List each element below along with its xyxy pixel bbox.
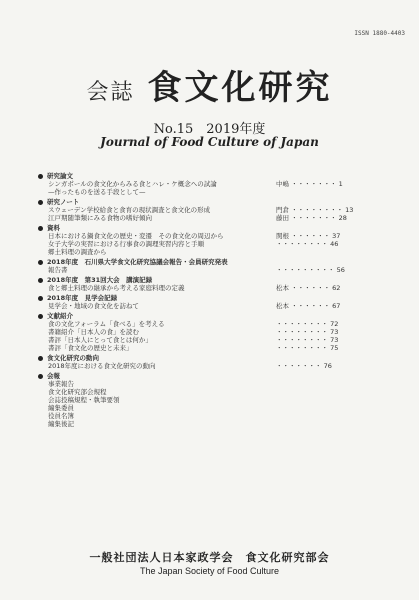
- bullet-icon: [38, 226, 43, 231]
- toc-section-label: 文献紹介: [38, 312, 388, 320]
- toc-section: [38, 258, 388, 274]
- toc-entry-title: 編集委員: [48, 404, 74, 412]
- toc-entry-author-page: ・・・・・・・・ 75: [276, 344, 339, 352]
- bullet-icon: [38, 314, 43, 319]
- toc-entry-author-page: ・・・・・・・・・ 56: [276, 266, 345, 274]
- toc-section: [38, 312, 388, 352]
- toc-entry: [38, 284, 388, 292]
- toc-entry-title: 江戸期随筆類にみる食物の嗜好傾向: [48, 214, 152, 222]
- bullet-icon: [38, 356, 43, 361]
- bullet-icon: [38, 200, 43, 205]
- journal-title-block: [0, 60, 419, 109]
- toc-entry: [38, 396, 388, 404]
- toc-entry: [38, 404, 388, 412]
- toc-entry-title: 2018年度における食文化研究の動向: [48, 362, 156, 370]
- toc-section-label: 研究ノート: [38, 198, 388, 206]
- toc-entry-title: 編集後記: [48, 420, 74, 428]
- table-of-contents: [38, 170, 388, 428]
- toc-entry: [38, 232, 388, 240]
- toc-entry: [38, 248, 388, 256]
- toc-entry-title: 食の文化フォーラム「食べる」を考える: [48, 320, 165, 328]
- toc-entry-author-page: 松本 ・・・・・・ 67: [276, 302, 341, 310]
- toc-entry-title: スウェーデン学校給食と食育の現状調査と食文化の形成: [48, 206, 211, 214]
- toc-entry: [38, 214, 388, 222]
- toc-entry-title: シンガポールの食文化からみる食とハレ・ケ概念への試論: [48, 180, 217, 188]
- toc-entry-title: 食と郷土料理の継承から考える家庭料理の定義: [48, 284, 185, 292]
- toc-entry: [38, 180, 388, 188]
- toc-entry: [38, 412, 388, 420]
- bullet-icon: [38, 296, 43, 301]
- toc-section-label: 資料: [38, 224, 388, 232]
- toc-section: [38, 276, 388, 292]
- toc-entry-title: 女子大学の実習における行事食の調理実習内容と手順: [48, 240, 204, 248]
- toc-section-label: 2018年度 第31回大会 講演記録: [38, 276, 388, 284]
- toc-entry: [38, 302, 388, 310]
- toc-section: [38, 224, 388, 256]
- toc-section-label: 研究論文: [38, 172, 388, 180]
- toc-entry-author-page: 藤田 ・・・・・・・ 28: [276, 214, 347, 222]
- toc-entry: [38, 336, 388, 344]
- toc-entry-title: 書評「食文化の歴史と未来」: [48, 344, 133, 352]
- toc-entry-author-page: ・・・・・・・・ 72: [276, 320, 339, 328]
- toc-entry-title: 会誌投稿規程・執筆要領: [48, 396, 120, 404]
- toc-entry-title: 役員名簿: [48, 412, 74, 420]
- toc-entry: [38, 388, 388, 396]
- toc-section-label: 2018年度 石川県大学食文化研究協議会報告・会員研究発表: [38, 258, 388, 266]
- publisher-name: 一般社団法人日本家政学会 食文化研究部会: [89, 551, 330, 564]
- journal-title: 食文化研究: [147, 68, 333, 108]
- toc-entry: [38, 344, 388, 352]
- toc-entry-title: 見学会・地域の食文化を訪ねて: [48, 302, 139, 310]
- toc-section: [38, 354, 388, 370]
- toc-entry-title: 日本における鍋食文化の歴史・変遷 その食文化の周辺から: [48, 232, 224, 240]
- toc-entry-author-page: 中嶋 ・・・・・・・ 1: [276, 180, 343, 188]
- toc-entry: [38, 206, 388, 214]
- toc-entry-title: —作ったものを送る手段として—: [48, 188, 146, 196]
- toc-entry: [38, 420, 388, 428]
- toc-section: [38, 198, 388, 222]
- bullet-icon: [38, 260, 43, 265]
- toc-entry-author-page: ・・・・・・・・ 73: [276, 336, 339, 344]
- bullet-icon: [38, 174, 43, 179]
- toc-section: [38, 372, 388, 428]
- toc-entry-title: 報告書: [48, 266, 68, 274]
- toc-entry-author-page: ・・・・・・・・ 73: [276, 328, 339, 336]
- toc-entry: [38, 266, 388, 274]
- toc-section-label: 食文化研究の動向: [38, 354, 388, 362]
- toc-section-label: 2018年度 見学会記録: [38, 294, 388, 302]
- toc-entry-author-page: 関根 ・・・・・・ 37: [276, 232, 341, 240]
- toc-entry: [38, 320, 388, 328]
- toc-entry-title: 書評「日本人にとって食とは何か」: [48, 336, 152, 344]
- toc-section: [38, 294, 388, 310]
- bullet-icon: [38, 374, 43, 379]
- toc-entry: [38, 328, 388, 336]
- kaishi-label: 会誌: [86, 80, 135, 105]
- issue-number: No.15 2019年度: [153, 122, 266, 137]
- toc-entry-title: 郷土料理の調査から: [48, 248, 107, 256]
- toc-entry-author-page: ・・・・・・・・ 46: [276, 240, 339, 248]
- toc-entry: [38, 380, 388, 388]
- toc-entry: [38, 362, 388, 370]
- issn-number: ISSN 1880-4403: [354, 30, 405, 37]
- toc-entry-author-page: ・・・・・・・ 76: [276, 362, 332, 370]
- toc-entry-author-page: 松本 ・・・・・・ 62: [276, 284, 341, 292]
- toc-entry-title: 食文化研究部会規程: [48, 388, 107, 396]
- bullet-icon: [38, 278, 43, 283]
- toc-entry: [38, 188, 388, 196]
- toc-section: [38, 172, 388, 196]
- toc-entry-author-page: 門倉 ・・・・・・・・ 13: [276, 206, 354, 214]
- journal-english-title: Journal of Food Culture of Japan: [100, 135, 319, 149]
- toc-entry-title: 事業報告: [48, 380, 74, 388]
- toc-section-label: 会報: [38, 372, 388, 380]
- publisher-english-name: The Japan Society of Food Culture: [139, 566, 280, 576]
- toc-entry-title: 書籍紹介「日本人の食」を読む: [48, 328, 139, 336]
- toc-entry: [38, 240, 388, 248]
